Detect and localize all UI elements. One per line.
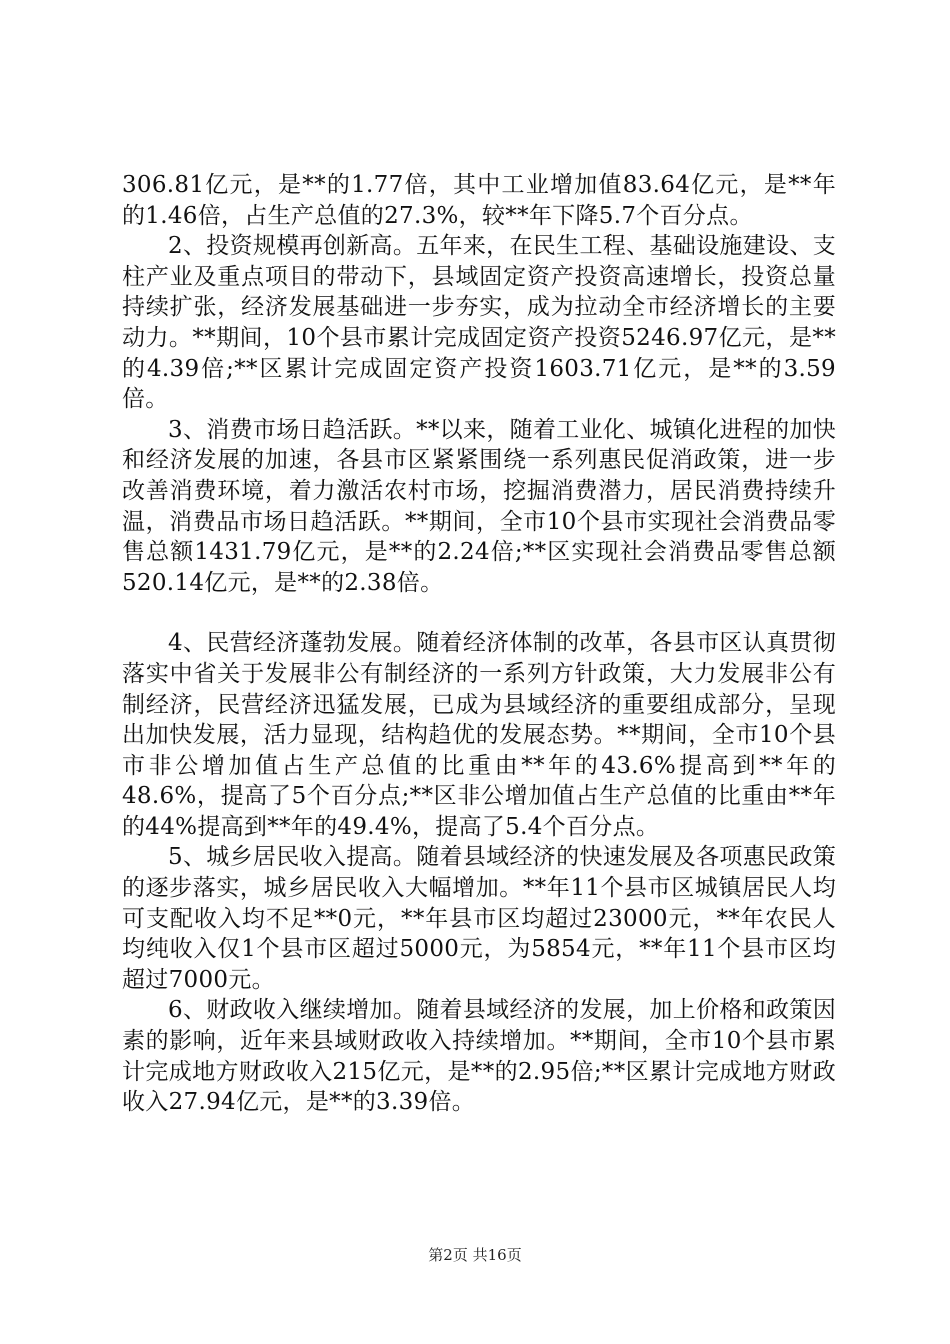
paragraph-consumption: 3、消费市场日趋活跃。**以来，随着工业化、城镇化进程的加快和经济发展的加速，各县市区紧紧围绕一系列惠民促消政策，进一步改善消费环境，着力激活农村市场，挖掘消费潜力，居民消费持续升温，消费品市场日趋活跃。**期间，全市10个县市实现社会消费品零售总额1431.79亿元，是**的2.24倍;**区实现社会消费品零售总额520.14亿元，是**的2.38倍。 (122, 416, 836, 596)
paragraph-continuation: 306.81亿元，是**的1.77倍，其中工业增加值83.64亿元，是**年的1.46倍，占生产总值的27.3%，较**年下降5.7个百分点。 (122, 172, 836, 229)
paragraph-investment: 2、投资规模再创新高。五年来，在民生工程、基础设施建设、支柱产业及重点项目的带动下，县域固定资产投资高速增长，投资总量持续扩张，经济发展基础进一步夯实，成为拉动全市经济增长的主要动力。**期间，10个县市累计完成固定资产投资5246.97亿元，是**的4.39倍;**区累计完成固定资产投资1603.71亿元，是**的3.59倍。 (122, 233, 836, 413)
document-body (122, 170, 836, 1118)
paragraph-private-economy: 4、民营经济蓬勃发展。随着经济体制的改革，各县市区认真贯彻落实中省关于发展非公有制经济的一系列方针政策，大力发展非公有制经济，民营经济迅猛发展，已成为县域经济的重要组成部分，呈现出加快发展，活力显现，结构趋优的发展态势。**期间，全市10个县市非公增加值占生产总值的比重由**年的43.6%提高到**年的48.6%，提高了5个百分点;**区非公增加值占生产总值的比重由**年的44%提高到**年的49.4%，提高了5.4个百分点。 (122, 630, 836, 840)
paragraph-fiscal-revenue: 6、财政收入继续增加。随着县域经济的发展，加上价格和政策因素的影响，近年来县域财政收入持续增加。**期间，全市10个县市累计完成地方财政收入215亿元，是**的2.95倍;**区累计完成地方财政收入27.94亿元，是**的3.39倍。 (122, 997, 836, 1116)
paragraph-income: 5、城乡居民收入提高。随着县域经济的快速发展及各项惠民政策的逐步落实，城乡居民收入大幅增加。**年11个县市区城镇居民人均可支配收入均不足**0元，**年县市区均超过23000元，**年农民人均纯收入仅1个县市区超过5000元，为5854元，**年11个县市区均超过7000元。 (122, 844, 836, 993)
page-number-footer: 第2页 共16页 (428, 1246, 522, 1264)
